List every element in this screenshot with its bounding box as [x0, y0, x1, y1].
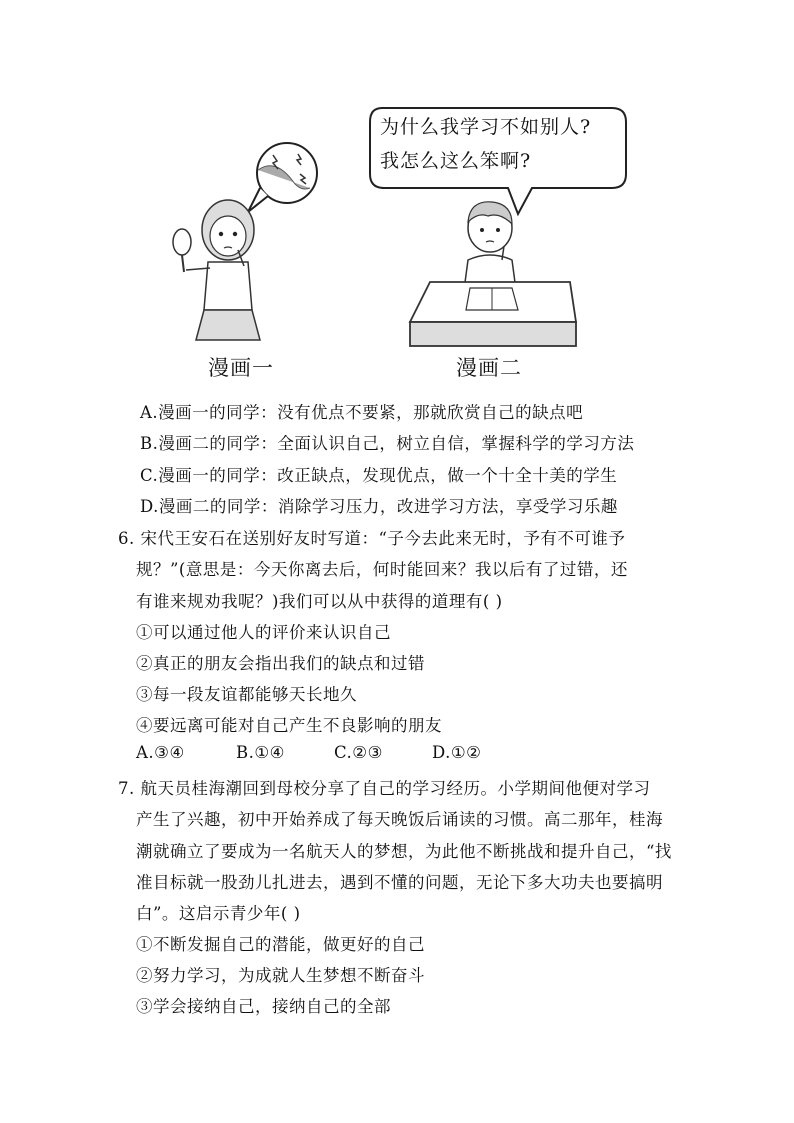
q6-item-4: ④要远离可能对自己产生不良影响的朋友: [136, 716, 442, 735]
boy-figure: [464, 202, 516, 290]
girl-thought-bubble: [248, 143, 317, 212]
q5-option-c: C.漫画一的同学：改正缺点，发现优点，做一个十全十美的学生: [140, 466, 618, 485]
q7-item-2: ②努力学习，为成就人生梦想不断奋斗: [136, 966, 425, 985]
q6-item-1: ①可以通过他人的评价来认识自己: [136, 623, 391, 642]
q6-choice-d: D.①②: [432, 743, 482, 762]
q6-stem-line-2: 规？”(意思是：今天你离去后，何时能回来？我以后有了过错，还: [136, 560, 628, 579]
bubble-line-1: 为什么我学习不如别人?: [380, 116, 592, 138]
caption-cartoon-one: 漫画一: [208, 356, 274, 380]
q6-choices: [136, 743, 481, 762]
q6-choice-c: C.②③: [334, 743, 383, 762]
q7-stem-line-5: 白”。这启示青少年( ): [136, 904, 301, 923]
caption-cartoon-two: 漫画二: [456, 356, 522, 380]
q6-choice-a: A.③④: [136, 743, 185, 762]
q5-option-a: A.漫画一的同学：没有优点不要紧，那就欣赏自己的缺点吧: [140, 403, 584, 422]
girl-figure: [173, 200, 260, 340]
bubble-line-2: 我怎么这么笨啊?: [380, 150, 532, 172]
q5-option-d: D.漫画二的同学：消除学习压力，改进学习方法，享受学习乐趣: [140, 497, 618, 516]
q6-stem-line-3: 有谁来规劝我呢？)我们可以从中获得的道理有( ): [136, 592, 503, 611]
speech-bubble-text: [370, 108, 626, 188]
q7-item-3: ③学会接纳自己，接纳自己的全部: [136, 997, 391, 1016]
q6-choice-b: B.①④: [236, 743, 285, 762]
q7-item-1: ①不断发掘自己的潜能，做更好的自己: [136, 935, 425, 954]
q7-stem-line-2: 产生了兴趣，初中开始养成了每天晚饭后诵读的习惯。高二那年，桂海: [136, 810, 663, 829]
q5-option-b: B.漫画二的同学：全面认识自己，树立自信，掌握科学的学习方法: [140, 434, 635, 453]
q6-stem-line-1: 6. 宋代王安石在送别好友时写道：“子今去此来无时，予有不可谁予: [118, 529, 626, 548]
q7-stem-line-4: 准目标就一股劲儿扎进去，遇到不懂的问题，无论下多大功夫也要搞明: [136, 873, 663, 892]
desk: [410, 282, 576, 346]
q7-stem-line-3: 潮就确立了要成为一名航天人的梦想，为此他不断挑战和提升自己，“找: [136, 842, 672, 861]
q6-item-2: ②真正的朋友会指出我们的缺点和过错: [136, 654, 425, 673]
q6-item-3: ③每一段友谊都能够天长地久: [136, 685, 357, 704]
q7-stem-line-1: 7. 航天员桂海潮回到母校分享了自己的学习经历。小学期间他便对学习: [118, 779, 651, 798]
